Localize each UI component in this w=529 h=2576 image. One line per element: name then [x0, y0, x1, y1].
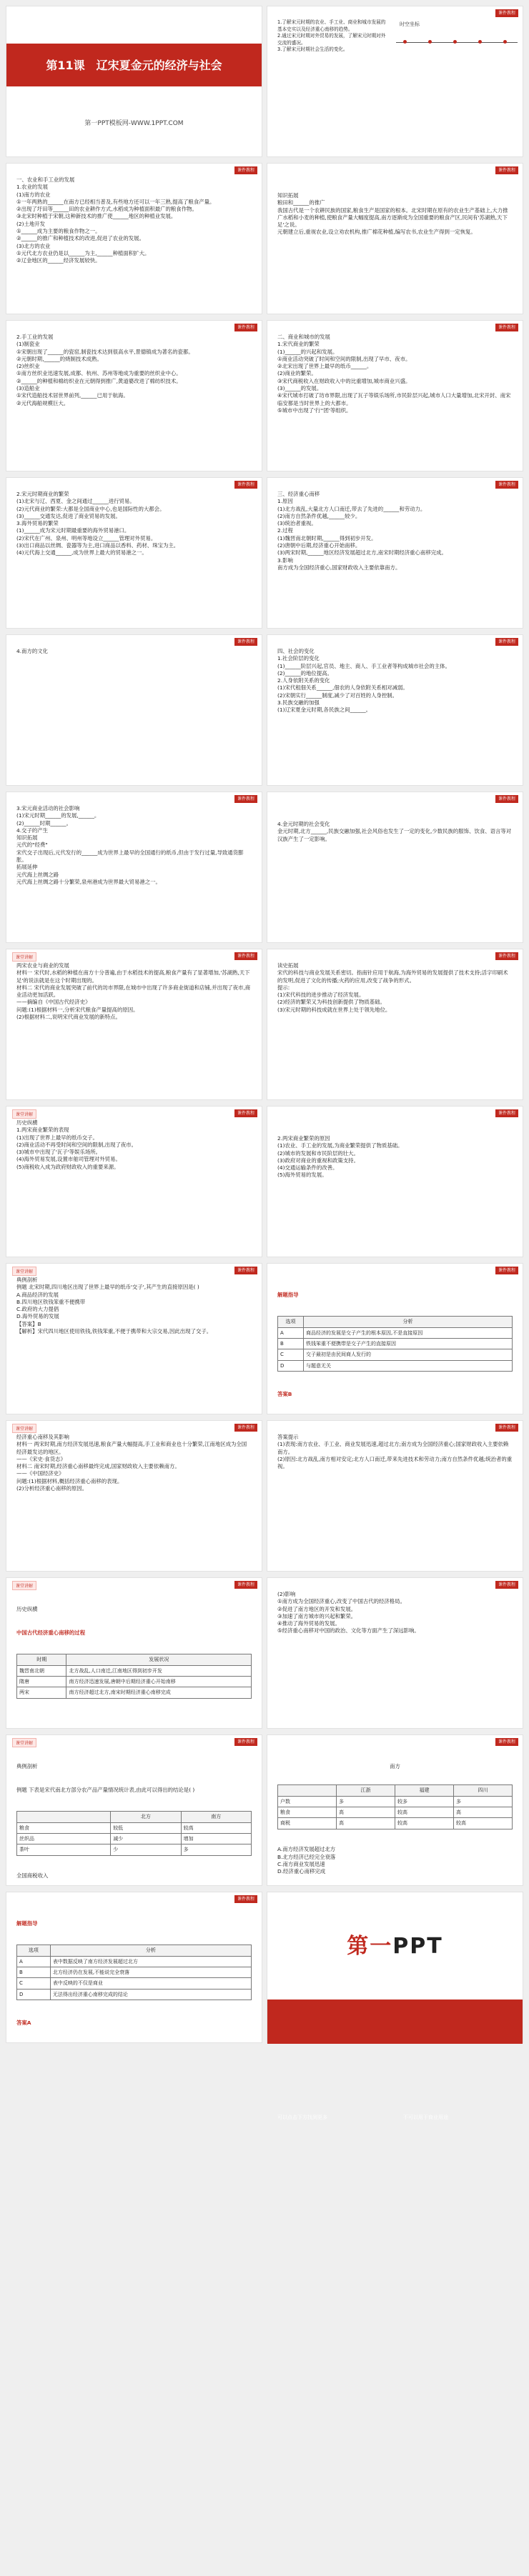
slide-5: [267, 320, 523, 471]
slide-22: [6, 1734, 262, 1886]
section-label: 典例剖析: [16, 1762, 38, 1769]
timeline: [396, 28, 518, 92]
slide-chip: 课堂讲解: [12, 952, 36, 962]
slide-17: [267, 1263, 523, 1414]
options: A.南方经济发展超过北方 B.北方经济已经完全衰落 C.南方商业发展迅速 D.经济重心南移完成: [277, 1846, 336, 1875]
caption-left: 可以点击下方找到更多: [277, 2115, 327, 2120]
guide-title: 解题指导: [16, 1919, 38, 1927]
slide-17-body: [277, 1277, 513, 1408]
slide-10: [6, 792, 262, 943]
question: 例题 下表是宋代南北方部分农产品产量情况统计表,由此可以得出的结论是( ): [16, 1787, 195, 1794]
brand-logo: 第一PPT: [347, 1934, 443, 1959]
slide-13: [267, 949, 523, 1100]
slide-9: [267, 634, 523, 786]
slide-tag: 课件教程: [495, 795, 518, 803]
slide-tag: 课件教程: [495, 166, 518, 174]
slide-24-body: [16, 1905, 252, 2037]
slide-tag: 课件教程: [234, 1109, 257, 1117]
slide-23: [267, 1734, 523, 1886]
south-table: 江浙 福建 四川 户数 多 较多 多 粮食 高 较高 高 商税 高 较高 较高: [277, 1784, 513, 1829]
slide-text: 答案提示 (1)表现:南方农业、手工业、商业发展迅速,超过北方;南方成为全国经济重心;国家财政收入主要依赖南方。 (2)原因:北方战乱,南方相对安定;北方人口南迁,带来先进技术和劳动力;南方自然条件优越;统治者的重视。: [277, 1434, 513, 1470]
site-caption: 第一PPT模板网-WWW.1PPT.COM: [84, 120, 184, 127]
slide-14: [6, 1106, 262, 1257]
slide-text: 典例剖析 例题 北宋时期,四川地区出现了世界上最早的纸币'交子',其产生的直接原因是( ) A.商品经济的发展 B.四川地区铁钱笨重不便携带 C.政府的大力提倡 D.海外贸易的发展 【答案】B 【解析】宋代四川地区使用铁钱,铁钱笨重,不便于携带和大宗交易,因此出现了交子。: [16, 1277, 212, 1335]
slide-text: 知识拓展 粮田和______的推广 我国古代是一个农耕民族的国家,粮食生产是国家的根本。北宋时期在原有的农业生产基础上,大力推广水稻和小麦的种植,使粮食产量大幅度提高,南方逐渐成为全国重要的粮食产区,民间有'苏湖熟,天下足'之说。 元朝建立后,重视农业,设立劝农机构,推广棉花种植,编写农书,农业生产得到一定恢复。: [277, 192, 508, 236]
slide-21: [267, 1577, 523, 1729]
slide-3: [267, 163, 523, 314]
slide-tag: 课件教程: [234, 952, 257, 960]
slide-tag: 课件教程: [495, 952, 518, 960]
caption-right: 不可以用于商业用途: [403, 2115, 448, 2120]
slide-12: [6, 949, 262, 1100]
guide-table: 选项 分析 A 表中数据反映了南方经济发展超过北方 B 北方经济仍在发展,不能说完全衰落 C 表中反映的不仅是商业 D 无法得出经济重心南移完成的结论: [16, 1945, 252, 2000]
answer: 答案A: [16, 2019, 31, 2026]
slide-chip: 课堂讲解: [12, 1738, 36, 1747]
objectives-text: 1.了解宋元时期的农业、手工业、商业和城市发展的基本史实以及经济重心南移的趋势。 2.通过宋元时期对外贸易的发展，了解宋元时期对外交流的盛况。 3.了解宋元时期社会生活的变化。: [277, 19, 386, 52]
slide-4: [6, 320, 262, 471]
slide-tag: 课件教程: [234, 1267, 257, 1274]
slide-text: 一、农业和手工业的发展 1.农业的发展 (1)南方的农业 ①一年两熟的______在南方已经相当普及,有些地方还可以一年三熟,提高了粮食产量。 ②出现了圩田等______田的农业耕作方式,水稻成为种植面积最广的粮食作物。 ③北宋时种植于宋朝,这种新技术的推广使______地区的种植业发展。 (2)土地开发 ①______成为主要的粮食作物之一。 ②______的推广和种植技术的改进,促进了农业的发展。 (3)北方的农业 ①元代北方农业仍是以______为主,______种植面积扩大。 ②辽金地区的______经济发展较快。: [16, 176, 215, 264]
slide-11: [267, 792, 523, 943]
slide-tag: 课件教程: [495, 9, 518, 17]
slide-text: 四、社会的变化 1.社会阶层的变化 (1)______阶层兴起,官员、地主、商人、手工业者等构成城市社会的主体。 (2)______的地位提高。 2.人身依附关系的变化 (1)宋代租佃关系______,佃农的人身依附关系相对减弱。 (2)宋朝实行______制度,减少了对百姓的人身控制。 3.民族交融的加强 (1)辽宋夏金元时期,各民族之间______。: [277, 648, 450, 714]
slide-text: 3.宋元商业活动的社会影响 (1)宋元时期______的发展,______。 (2)______时期______。 4.交子的产生 知识拓展 元代的"经费" 宋代交子出现后,元代发行的______成为世界上最早的全国通行的纸币,但由于发行过量,导致通货膨胀。 拓展延伸 元代海上丝绸之路 元代海上丝绸之路十分繁荣,泉州港成为世界最大贸易港之一。: [16, 805, 244, 885]
slide-tag: 课件教程: [495, 1581, 518, 1589]
slide-2: [6, 163, 262, 314]
slide-tag: 课件教程: [234, 166, 257, 174]
slide-text: 二、商业和城市的发展 1.宋代商业的繁荣 (1)______的兴起和发展。 ①商业活动突破了时间和空间的限制,出现了早市、夜市。 ②北宋出现了世界上最早的纸币______。 (2)商业的繁荣。 ③宋代商税收入在财政收入中的比重增加,城市商业兴盛。 (3)______的发展。 ④宋代城市打破了坊市界限,出现了瓦子等娱乐场所,市民阶层兴起,城市人口大量增加,北宋开封、南宋临安都是当时世界上的大都市。 ⑤城市中出现了'行''团'等组织。: [277, 334, 511, 414]
slide-8: [6, 634, 262, 786]
final-band: [267, 2000, 523, 2120]
table-title: 中国古代经济重心南移的过程: [16, 1629, 86, 1637]
slide-tag: 课件教程: [495, 1738, 518, 1746]
slide-7: [267, 477, 523, 629]
slide-chip: 课堂讲解: [12, 1581, 36, 1590]
slide-23-body: [277, 1748, 513, 1879]
slide-24: [6, 1892, 262, 2043]
slide-tag: 课件教程: [234, 1581, 257, 1589]
slide-6: [6, 477, 262, 629]
slide-text: 4.金元时期的社会变化 金元时期,北方______,民族交融加强,社会风俗也发生了一定的变化,少数民族的服饰、饮食、语言等对汉族产生了一定影响。: [277, 821, 512, 842]
section-label: 历史纵横: [16, 1605, 38, 1612]
slide-text: 4.南方的文化: [16, 648, 49, 654]
slide-tag: 课件教程: [234, 638, 257, 646]
slide-19: [267, 1420, 523, 1572]
slide-20-body: [16, 1591, 252, 1722]
slide-chip: 课堂讲解: [12, 1424, 36, 1433]
slide-tag: 课件教程: [495, 481, 518, 489]
slide-text: 读史拓展 宋代的科技与商业发展关系密切。指南针应用于航海,为海外贸易的发展提供了技术支持;活字印刷术的发明,促进了文化的传播;火药的应用,改变了战争的形式。 提示: (1)宋代科技的进步推动了经济发展。 (2)经济的繁荣又为科技创新提供了物质基础。 (3)宋元时期的科技成就在世界上处于领先地位。: [277, 962, 508, 1013]
slide-tag: 课件教程: [234, 1895, 257, 1903]
slide-tag: 课件教程: [495, 638, 518, 646]
slide-tag: 课件教程: [234, 795, 257, 803]
slide-18: [6, 1420, 262, 1572]
slide-text: 经济重心南移及其影响 材料一 两宋时期,南方经济发展迅速,粮食产量大幅提高,手工业和商业也十分繁荣,江南地区成为全国经济最发达的地区。 ——《宋史·食货志》 材料二 南宋时期,经济重心南移最终完成,国家财政收入主要依赖南方。 ——《中国经济史》 问题:(1)根据材料,概括经济重心南移的表现。 (2)分析经济重心南移的原因。: [16, 1434, 247, 1492]
slide-tag: 课件教程: [495, 324, 518, 331]
slide-15: [267, 1106, 523, 1257]
slide-final: [267, 1892, 523, 2120]
slide-20: [6, 1577, 262, 1729]
slide-text: 历史纵横 1.两宋商业繁荣的表现 (1)出现了世界上最早的纸币交子。 (2)商业活动不再受时间和空间的限制,出现了夜市。 (3)城市中出现了'瓦子'等娱乐场所。 (4)海外贸易发展,设置市舶司管理对外贸易。 (5)商税收入成为政府财政收入的重要来源。: [16, 1119, 137, 1170]
slide-tag: 课件教程: [495, 1109, 518, 1117]
slide-22-body: [16, 1748, 252, 1879]
slide-chip: 课堂讲解: [12, 1109, 36, 1119]
slide-tag: 课件教程: [495, 1424, 518, 1432]
slide-title: [6, 6, 262, 157]
slide-text: 三、经济重心南移 1.原因 (1)北方战乱,大量北方人口南迁,带去了先进的______和劳动力。 (2)南方自然条件优越,______较少。 (3)统治者重视。 2.过程 (1)魏晋南北朝时期,______得到初步开发。 (2)唐朝中后期,经济重心开始南移。 (3)两宋时期,______地区经济发展超过北方,南宋时期经济重心南移完成。 3.影响 南方成为全国经济重心,国家财政收入主要依靠南方。: [277, 491, 447, 571]
slide-tag: 课件教程: [234, 481, 257, 489]
slide-text: (2)影响 ①南方成为全国经济重心,改变了中国古代的经济格局。 ②促进了南方地区的开发和发展。 ③加速了南方城市的兴起和繁荣。 ④推动了海外贸易的发展。 ⑤经济重心南移对中国的政治、文化等方面产生了深远影响。: [277, 1591, 420, 1634]
timeline-label: 时空坐标: [400, 21, 420, 27]
process-table: 时期 发展状况 魏晋南北朝 北方战乱,人口南迁,江南地区得到初步开发 隋唐 南方经济迅速发展,唐朝中后期经济重心开始南移 两宋 南方经济超过北方,南宋时期经济重心南移完成: [16, 1654, 252, 1698]
slide-tag: 课件教程: [234, 324, 257, 331]
guide-title: 解题指导: [277, 1291, 299, 1298]
slide-tag: 课件教程: [234, 1738, 257, 1746]
slide-objectives: [267, 6, 523, 157]
title-deco: [14, 86, 31, 121]
lesson-title: 第11课 辽宋夏金元的经济与社会: [46, 59, 222, 72]
answer: 答案B: [277, 1390, 292, 1397]
slide-tag: 课件教程: [234, 1424, 257, 1432]
table-title: 南方: [390, 1762, 400, 1769]
slide-chip: 课堂讲解: [12, 1267, 36, 1276]
slide-text: 两宋农业与商业的发展 材料一 宋代时,水稻的种植在南方十分普遍,由于水稻技术的提高,粮食产量有了显著增加,'苏湖熟,天下足'的说法就是在这个时期出现的。 材料二 宋代的商业发展突破了前代的坊市界限,在城市中出现了许多商业街道和店铺,并出现了夜市,商业活动更加活跃。 ——摘编自《中国古代经济史》 问题:(1)根据材料一,分析宋代粮食产量提高的原因。 (2)根据材料二,说明宋代商业发展的新特点。: [16, 962, 251, 1021]
guide-table: 选项 分析 A 商品经济的发展是交子产生的根本原因,不是直接原因 B 铁钱笨重不便携带是交子产生的直接原因 C 交子最初是由民间商人发行的 D 与题意无关: [277, 1316, 513, 1371]
slide-16: [6, 1263, 262, 1414]
title-band: [6, 44, 262, 86]
slide-text: 2.手工业的发展 (1)制瓷业 ①宋朝出现了______的瓷窑,制瓷技术达到很高水平,景德镇成为著名的瓷都。 ②元朝时期,______的烧制技术成熟。 (2)丝织业 ①南方丝织业迅速发展,成都、杭州、苏州等地成为重要的丝织业中心。 ②______的种植和棉纺织业在元朝得到推广,黄道婆改进了棉纺织技术。 (3)造船业 ①宋代造船技术居世界前列,______已用于航海。 ②元代海船规模巨大。: [16, 334, 194, 406]
data-table: 北方 南方 粮食 较低 较高 丝织品 减少 增加 茶叶 少 多: [16, 1811, 252, 1855]
slide-text: 2.宋元时期商业的繁荣 (1)北宋与辽、西夏、金之间通过______进行贸易。 (2)元代商业的繁荣:大都是全国商业中心,也是国际性的大都会。 (3)______交通发达,促进了商业贸易的发展。 3.海外贸易的繁荣 (1)______成为宋元时期最重要的海外贸易港口。 (2)宋代在广州、泉州、明州等地设立______管理对外贸易。 (3)出口商品以丝绸、瓷器等为主,进口商品以香料、药材、珠宝为主。 (4)元代海上交通______,成为世界上最大的贸易港之一。: [16, 491, 179, 556]
slide-tag: 课件教程: [495, 1267, 518, 1274]
slide-text: 2.两宋商业繁荣的原因 (1)农业、手工业的发展,为商业繁荣提供了物质基础。 (2)城市的发展和市民阶层的壮大。 (3)政府对商业的重视和政策支持。 (4)交通运输条件的改善。 (5)海外贸易的发展。: [277, 1135, 403, 1179]
table-caption: 全国商税收入: [16, 1872, 49, 1879]
